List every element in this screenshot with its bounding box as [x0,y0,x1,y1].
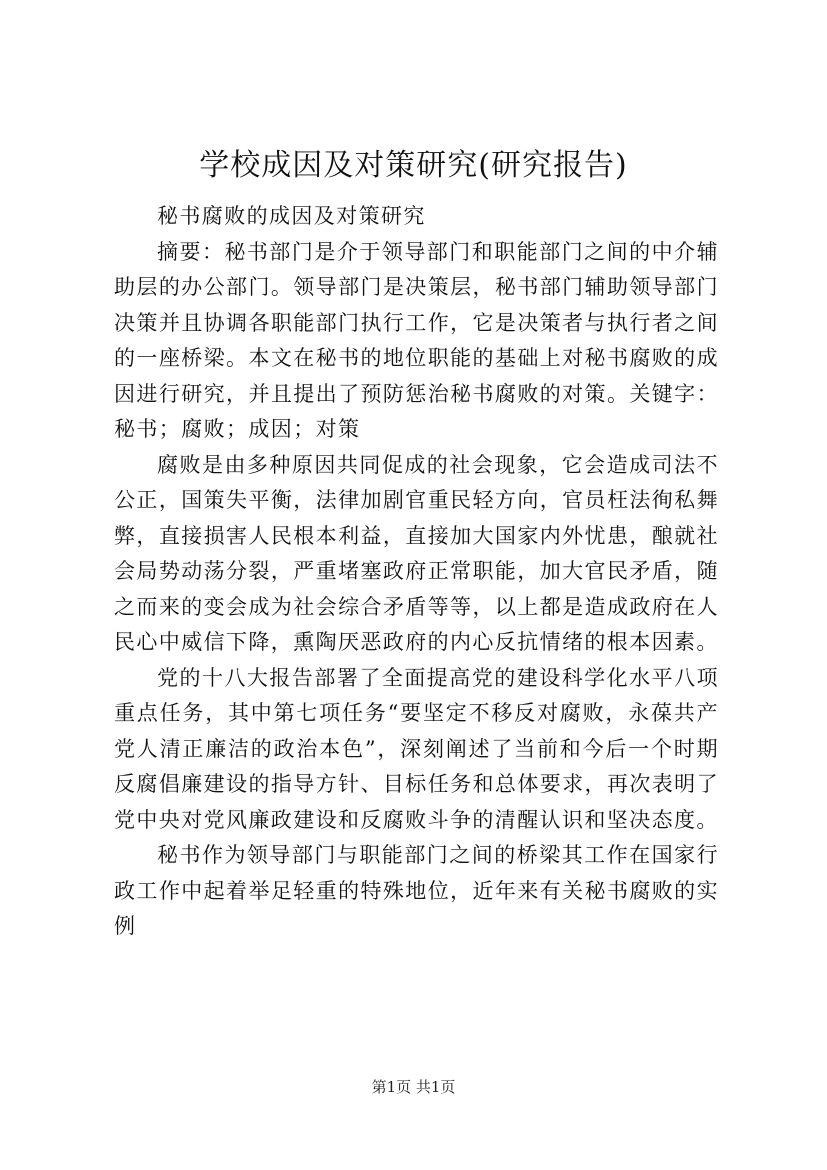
page-number-footer: 第1页 共1页 [371,1078,456,1096]
document-body [114,199,719,945]
body-paragraph: 党的十八大报告部署了全面提高党的建设科学化水平八项重点任务，其中第七项任务“要坚定不移反对腐败，永葆共产党人清正廉洁的政治本色”，深刻阐述了当前和今后一个时期反腐倡廉建设的指导方针、目标任务和总体要求，再次表明了党中央对党风廉政建设和反腐败斗争的清醒认识和坚决态度。 [114,665,719,832]
body-paragraph: 腐败是由多种原因共同促成的社会现象，它会造成司法不公正，国策失平衡，法律加剧官重民轻方向，官员枉法徇私舞弊，直接损害人民根本利益，直接加大国家内外忧患，酿就社会局势动荡分裂，严重堵塞政府正常职能，加大官民矛盾，随之而来的变会成为社会综合矛盾等等，以上都是造成政府在人民心中威信下降，熏陶厌恶政府的内心反抗情绪的根本因素。 [114,452,719,654]
abstract-paragraph: 摘要：秘书部门是介于领导部门和职能部门之间的中介辅助层的办公部门。领导部门是决策层，秘书部门辅助领导部门决策并且协调各职能部门执行工作，它是决策者与执行者之间的一座桥梁。本文在秘书的地位职能的基础上对秘书腐败的成因进行研究，并且提出了预防惩治秘书腐败的对策。关键字：秘书；腐败；成因；对策 [114,239,719,441]
document-title: 学校成因及对策研究(研究报告) [199,148,628,183]
subtitle-paragraph: 秘书腐败的成因及对策研究 [157,204,426,228]
body-paragraph: 秘书作为领导部门与职能部门之间的桥梁其工作在国家行政工作中起着举足轻重的特殊地位，近年来有关秘书腐败的实例 [114,843,719,938]
